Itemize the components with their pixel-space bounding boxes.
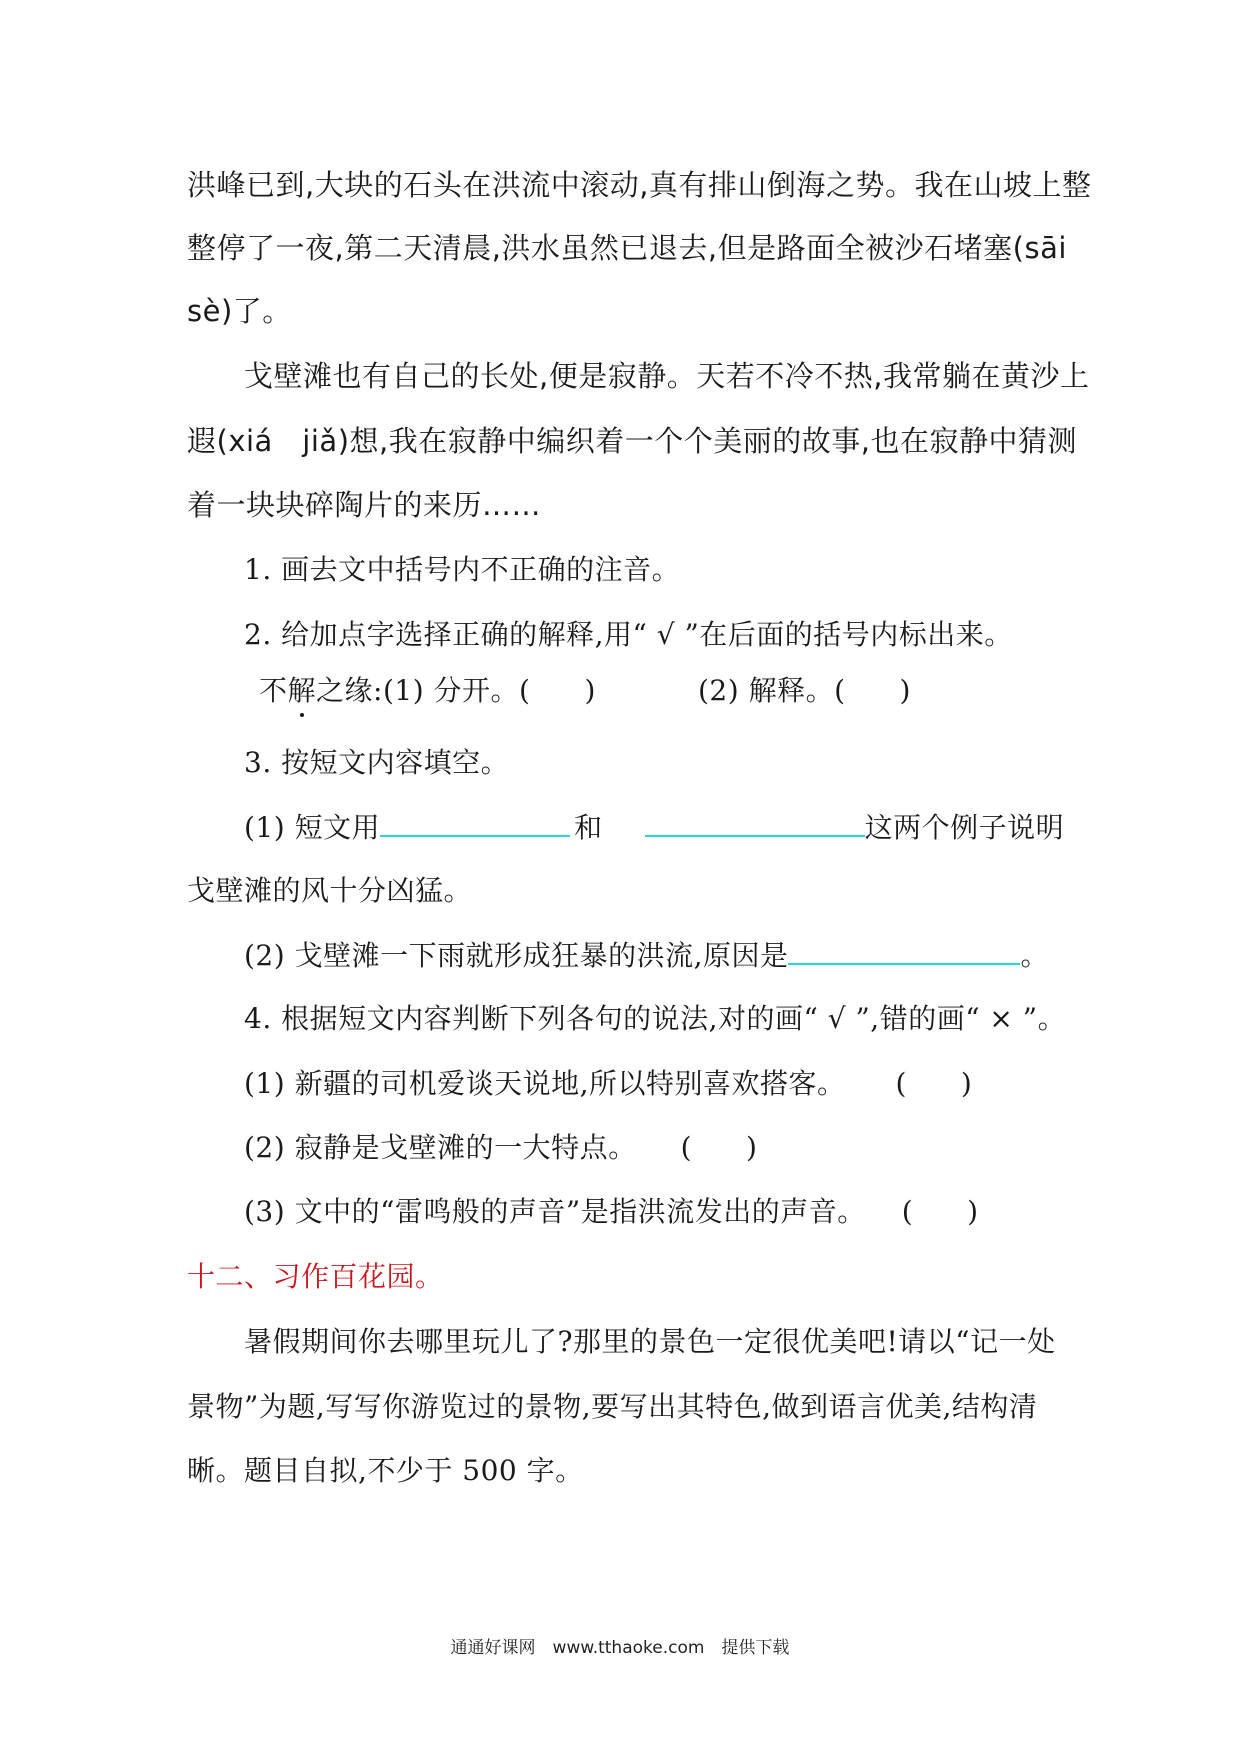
q3-2-blank[interactable] — [788, 935, 1020, 965]
question-2-option-2 — [698, 671, 911, 711]
q3-1-and: 和 — [574, 811, 603, 844]
section-12-title: 十二、习作百花园。 — [187, 1260, 444, 1293]
section-12-line-2: 景物”为题,写写你游览过的景物,要写出其特色,做到语言优美,结构清 — [187, 1390, 1038, 1423]
question-4: 4. 根据短文内容判断下列各句的说法,对的画“ √ ”,错的画“ × ”。 — [244, 1002, 1067, 1035]
passage-line-6: 着一块块碎陶片的来历…… — [187, 488, 542, 522]
question-4-3 — [244, 1192, 979, 1232]
q4-1-paren-open: ( — [895, 1067, 907, 1100]
q4-2-paren-close: ) — [746, 1131, 758, 1164]
section-12-line-1: 暑假期间你去哪里玩儿了?那里的景色一定很优美吧!请以“记一处 — [244, 1325, 1056, 1358]
question-4-2 — [244, 1128, 757, 1168]
q2-dotted-char: 解 — [288, 671, 317, 711]
passage-line-2: 整停了一夜,第二天清晨,洪水虽然已退去,但是路面全被沙石堵塞(sāi — [187, 231, 1067, 265]
question-3-2 — [244, 935, 1049, 976]
passage-line-4: 戈壁滩也有自己的长处,便是寂静。天若不冷不热,我常躺在黄沙上 — [244, 359, 1090, 393]
q4-3-text: (3) 文中的“雷鸣般的声音”是指洪流发出的声音。 — [244, 1195, 866, 1228]
question-1: 1. 画去文中括号内不正确的注音。 — [244, 553, 681, 586]
passage-line-1: 洪峰已到,大块的石头在洪流中滚动,真有排山倒海之势。我在山坡上整 — [187, 168, 1092, 202]
q4-1-text: (1) 新疆的司机爱谈天说地,所以特别喜欢搭客。 — [244, 1067, 846, 1100]
question-3: 3. 按短文内容填空。 — [244, 746, 510, 779]
q3-2-text: (2) 戈壁滩一下雨就形成狂暴的洪流,原因是 — [244, 939, 789, 972]
question-3-1-cont: 戈壁滩的风十分凶猛。 — [187, 874, 473, 907]
passage-line-3: sè)了。 — [187, 294, 292, 328]
question-4-1 — [244, 1064, 972, 1104]
section-12-line-3: 晰。题目自拟,不少于 500 字。 — [187, 1454, 584, 1487]
q3-1-text-a: (1) 短文用 — [244, 811, 381, 844]
q2-option-1: 之缘:(1) 分开。( — [316, 674, 531, 707]
q4-2-paren-open: ( — [680, 1131, 693, 1164]
q3-1-blank-2[interactable] — [645, 807, 865, 837]
q4-1-paren-close: ) — [960, 1067, 973, 1100]
q2-option-2: (2) 解释。( — [698, 674, 846, 707]
q3-1-blank-1[interactable] — [380, 807, 570, 837]
question-2-options — [259, 671, 596, 711]
q3-1-text-b: 这两个例子说明 — [864, 811, 1065, 844]
page-footer: 通通好课网 www.tthaoke.com 提供下载 — [450, 1638, 790, 1658]
q4-3-paren-close: ) — [967, 1195, 979, 1228]
q4-3-paren-open: ( — [901, 1195, 914, 1228]
q3-2-end: 。 — [1020, 939, 1049, 972]
q2-option-2-close: ) — [899, 674, 911, 707]
question-2: 2. 给加点字选择正确的解释,用“ √ ”在后面的括号内标出来。 — [244, 618, 1013, 651]
q2-word-a: 不 — [259, 674, 288, 707]
question-3-1 — [244, 807, 1064, 848]
q4-2-text: (2) 寂静是戈壁滩的一大特点。 — [244, 1131, 637, 1164]
passage-line-5: 遐(xiá jiǎ)想,我在寂静中编织着一个个美丽的故事,也在寂静中猜测 — [187, 424, 1077, 458]
q2-option-1-close: ) — [584, 674, 596, 707]
